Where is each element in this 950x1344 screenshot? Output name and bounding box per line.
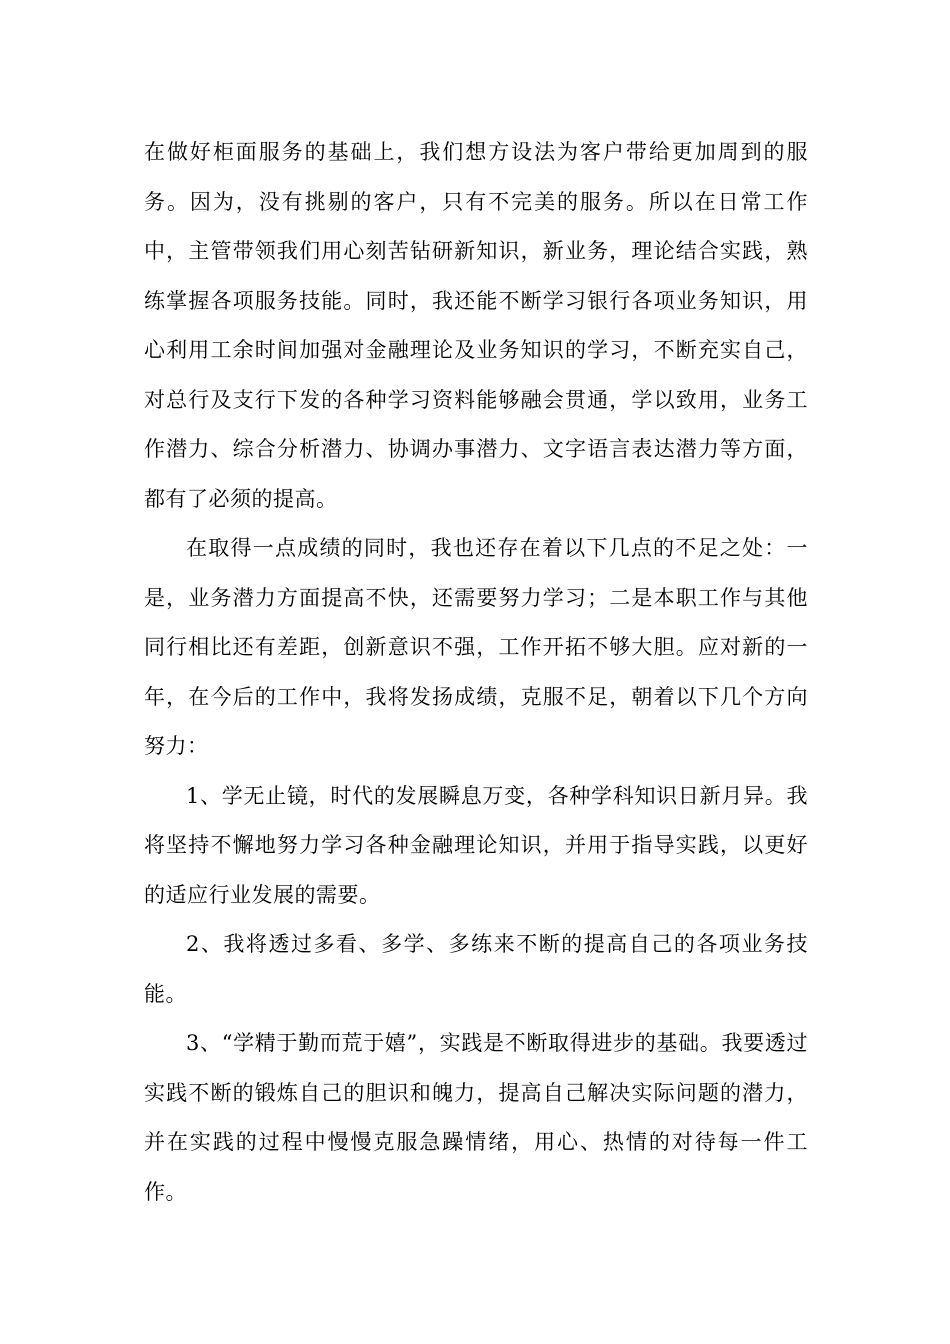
paragraph-goal-1: 1、学无止镜，时代的发展瞬息万变，各种学科知识日新月异。我将坚持不懈地努力学习各种金融理论知识，并用于指导实践，以更好的适应行业发展的需要。 <box>144 783 808 907</box>
paragraph-goal-3: 3、“学精于勤而荒于嬉”，实践是不断取得进步的基础。我要透过实践不断的锻炼自己的胆识和魄力，提高自己解决实际问题的潜力，并在实践的过程中慢慢克服急躁情绪，用心、热情的对待每一件工作。 <box>144 1031 808 1204</box>
paragraph-goal-2: 2、我将透过多看、多学、多练来不断的提高自己的各项业务技能。 <box>144 932 808 1006</box>
paragraph-shortcomings: 在取得一点成绩的同时，我也还存在着以下几点的不足之处：一是，业务潜力方面提高不快，还需要努力学习；二是本职工作与其他同行相比还有差距，创新意识不强，工作开拓不够大胆。应对新的一年，在今后的工作中，我将发扬成绩，克服不足，朝着以下几个方向努力： <box>144 536 808 758</box>
paragraph-service-skills: 在做好柜面服务的基础上，我们想方设法为客户带给更加周到的服务。因为，没有挑剔的客户，只有不完美的服务。所以在日常工作中，主管带领我们用心刻苦钻研新知识，新业务，理论结合实践，熟练掌握各项服务技能。同时，我还能不断学习银行各项业务知识，用心利用工余时间加强对金融理论及业务知识的学习，不断充实自己，对总行及支行下发的各种学习资料能够融会贯通，学以致用，业务工作潜力、综合分析潜力、协调办事潜力、文字语言表达潜力等方面，都有了必须的提高。 <box>144 140 808 511</box>
document-body <box>144 128 808 1217</box>
